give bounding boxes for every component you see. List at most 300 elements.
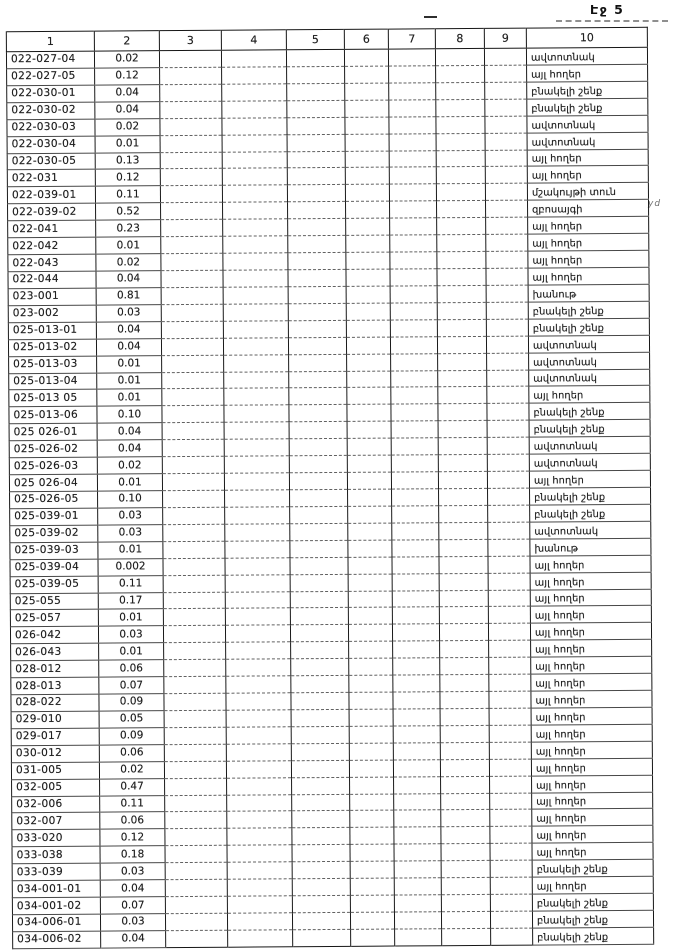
parcel-code: 029-017 — [11, 728, 99, 746]
empty-cell — [436, 99, 485, 116]
empty-cell — [439, 488, 488, 505]
empty-cell — [436, 133, 485, 150]
empty-cell — [392, 607, 439, 624]
empty-cell — [441, 844, 490, 861]
land-use-label: ավտոտնակ — [529, 352, 650, 370]
empty-cell — [436, 150, 485, 167]
empty-cell — [226, 659, 291, 676]
empty-cell — [390, 201, 437, 218]
land-use-label: այլ հողեր — [530, 555, 651, 573]
empty-cell — [440, 742, 489, 759]
empty-cell — [345, 184, 389, 201]
empty-cell — [436, 116, 485, 133]
parcel-code: 022-042 — [8, 237, 96, 255]
land-use-label: այլ հողեր — [528, 267, 649, 285]
area-value: 0.06 — [100, 812, 165, 829]
column-header-1: 1 — [6, 31, 94, 52]
empty-cell — [287, 151, 345, 168]
land-use-label: ավտոտնակ — [527, 132, 648, 150]
empty-cell — [389, 116, 436, 133]
empty-cell — [345, 134, 389, 151]
empty-cell — [287, 168, 345, 185]
empty-cell — [225, 541, 290, 558]
empty-cell — [290, 506, 348, 523]
empty-cell — [292, 845, 350, 862]
empty-cell — [487, 454, 529, 471]
empty-cell — [442, 928, 491, 945]
empty-cell — [160, 84, 222, 101]
empty-cell — [163, 575, 225, 592]
empty-cell — [291, 642, 349, 659]
column-header-9: 9 — [484, 28, 526, 48]
empty-cell — [290, 540, 348, 557]
empty-cell — [441, 894, 490, 911]
empty-cell — [227, 811, 292, 828]
area-value: 0.09 — [99, 728, 164, 745]
parcel-code: 028-012 — [11, 660, 99, 678]
area-value: 0.03 — [96, 304, 161, 321]
area-value: 0.01 — [96, 237, 161, 254]
scan-artifact-dash — [424, 16, 437, 18]
empty-cell — [349, 641, 393, 658]
empty-cell — [164, 659, 226, 676]
empty-cell — [224, 371, 289, 388]
empty-cell — [488, 607, 530, 624]
area-value: 0.07 — [99, 677, 164, 694]
empty-cell — [389, 133, 436, 150]
empty-cell — [224, 439, 289, 456]
empty-cell — [441, 810, 490, 827]
land-use-label: բնակելի շենք — [530, 504, 651, 522]
empty-cell — [487, 471, 529, 488]
parcel-code: 025-013-03 — [9, 356, 97, 374]
empty-cell — [163, 541, 225, 558]
empty-cell — [347, 455, 391, 472]
empty-cell — [288, 337, 346, 354]
empty-cell — [394, 878, 441, 895]
land-use-label: խանութ — [530, 538, 651, 556]
empty-cell — [437, 268, 486, 285]
area-value: 0.11 — [98, 575, 163, 592]
empty-cell — [486, 268, 528, 285]
empty-cell — [223, 202, 288, 219]
empty-cell — [164, 710, 226, 727]
empty-cell — [165, 846, 227, 863]
empty-cell — [394, 912, 441, 929]
empty-cell — [348, 540, 392, 557]
empty-cell — [437, 235, 486, 252]
empty-cell — [347, 404, 391, 421]
land-use-label: այլ հողեր — [532, 809, 653, 827]
empty-cell — [349, 760, 393, 777]
empty-cell — [160, 135, 222, 152]
area-value: 0.01 — [95, 135, 160, 152]
land-use-label: այլ հողեր — [529, 386, 650, 404]
empty-cell — [290, 625, 348, 642]
empty-cell — [438, 387, 487, 404]
empty-cell — [227, 794, 292, 811]
empty-cell — [222, 84, 287, 101]
empty-cell — [347, 388, 391, 405]
empty-cell — [485, 200, 527, 217]
parcel-code: 034-006-01 — [12, 914, 100, 932]
empty-cell — [345, 83, 389, 100]
area-value: 0.04 — [97, 440, 162, 457]
parcel-code: 025-039-02 — [10, 525, 98, 543]
empty-cell — [289, 388, 347, 405]
area-value: 0.01 — [99, 643, 164, 660]
parcel-code: 023-001 — [8, 288, 96, 306]
empty-cell — [394, 827, 441, 844]
empty-cell — [440, 641, 489, 658]
empty-cell — [348, 624, 392, 641]
empty-cell — [291, 709, 349, 726]
empty-cell — [288, 236, 346, 253]
empty-cell — [164, 744, 226, 761]
land-use-label: այլ հողեր — [529, 470, 650, 488]
empty-cell — [348, 607, 392, 624]
empty-cell — [440, 708, 489, 725]
land-use-label: բնակելի շենք — [529, 420, 650, 438]
land-use-label: բնակելի շենք — [528, 318, 649, 336]
empty-cell — [350, 861, 394, 878]
empty-cell — [292, 912, 350, 929]
empty-cell — [349, 675, 393, 692]
area-value: 0.04 — [95, 85, 160, 102]
empty-cell — [292, 879, 350, 896]
empty-cell — [487, 403, 529, 420]
empty-cell — [288, 219, 346, 236]
empty-cell — [351, 929, 395, 946]
empty-cell — [346, 286, 390, 303]
column-header-4: 4 — [221, 30, 286, 50]
empty-cell — [286, 49, 344, 66]
empty-cell — [350, 912, 394, 929]
empty-cell — [289, 371, 347, 388]
parcel-code: 025-039-03 — [10, 542, 98, 560]
empty-cell — [288, 320, 346, 337]
empty-cell — [291, 726, 349, 743]
empty-cell — [485, 116, 527, 133]
empty-cell — [292, 895, 350, 912]
empty-cell — [161, 270, 223, 287]
empty-cell — [222, 151, 287, 168]
empty-cell — [436, 82, 485, 99]
parcel-code: 025-057 — [10, 610, 98, 628]
empty-cell — [486, 234, 528, 251]
empty-cell — [441, 776, 490, 793]
empty-cell — [487, 353, 529, 370]
empty-cell — [350, 827, 394, 844]
area-value: 0.13 — [95, 152, 160, 169]
empty-cell — [350, 844, 394, 861]
empty-cell — [390, 218, 437, 235]
empty-cell — [485, 183, 527, 200]
empty-cell — [348, 574, 392, 591]
empty-cell — [159, 50, 221, 67]
parcel-code: 025-039-01 — [10, 508, 98, 526]
empty-cell — [486, 302, 528, 319]
parcel-code: 025-026-03 — [9, 457, 97, 475]
parcel-code: 025-039-04 — [10, 559, 98, 577]
empty-cell — [441, 827, 490, 844]
empty-cell — [345, 100, 389, 117]
area-value: 0.04 — [97, 423, 162, 440]
empty-cell — [349, 692, 393, 709]
empty-cell — [226, 693, 291, 710]
land-use-label: այլ հողեր — [532, 843, 653, 861]
parcel-code: 034-001-02 — [12, 897, 100, 915]
empty-cell — [162, 456, 224, 473]
area-value: 0.23 — [96, 220, 161, 237]
empty-cell — [350, 811, 394, 828]
column-header-2: 2 — [94, 31, 159, 51]
empty-cell — [489, 640, 531, 657]
parcel-code: 028-013 — [11, 677, 99, 695]
empty-cell — [345, 66, 389, 83]
empty-cell — [289, 456, 347, 473]
empty-cell — [288, 286, 346, 303]
empty-cell — [290, 523, 348, 540]
empty-cell — [347, 438, 391, 455]
empty-cell — [165, 795, 227, 812]
empty-cell — [227, 845, 292, 862]
area-value: 0.81 — [96, 288, 161, 305]
land-use-label: ավտոտնակ — [529, 436, 650, 454]
area-value: 0.02 — [96, 254, 161, 271]
empty-cell — [221, 50, 286, 67]
empty-cell — [161, 253, 223, 270]
empty-cell — [226, 642, 291, 659]
empty-cell — [350, 794, 394, 811]
area-value: 0.47 — [100, 778, 165, 795]
empty-cell — [346, 320, 390, 337]
empty-cell — [293, 929, 351, 946]
empty-cell — [489, 674, 531, 691]
area-value: 0.11 — [95, 186, 160, 203]
land-use-label: բնակելի շենք — [527, 98, 648, 116]
empty-cell — [227, 777, 292, 794]
empty-cell — [488, 488, 530, 505]
empty-cell — [485, 82, 527, 99]
empty-cell — [162, 372, 224, 389]
empty-cell — [438, 353, 487, 370]
empty-cell — [490, 827, 532, 844]
empty-cell — [345, 151, 389, 168]
empty-cell — [227, 862, 292, 879]
empty-cell — [391, 438, 438, 455]
empty-cell — [288, 202, 346, 219]
empty-cell — [488, 590, 530, 607]
land-use-label: խանութ — [528, 284, 649, 302]
parcel-code: 022-027-04 — [6, 51, 94, 69]
empty-cell — [488, 522, 530, 539]
empty-cell — [225, 557, 290, 574]
empty-cell — [436, 65, 485, 82]
empty-cell — [163, 592, 225, 609]
empty-cell — [348, 523, 392, 540]
table-row — [13, 927, 654, 948]
empty-cell — [223, 219, 288, 236]
area-value: 0.03 — [98, 626, 163, 643]
empty-cell — [486, 217, 528, 234]
empty-cell — [391, 421, 438, 438]
area-value: 0.12 — [100, 829, 165, 846]
land-use-label: այլ հողեր — [530, 623, 651, 641]
empty-cell — [389, 184, 436, 201]
land-use-label: բնակելի շենք — [532, 859, 653, 877]
empty-cell — [225, 507, 290, 524]
empty-cell — [287, 185, 345, 202]
empty-cell — [394, 776, 441, 793]
empty-cell — [437, 302, 486, 319]
area-value: 0.01 — [98, 541, 163, 558]
empty-cell — [162, 423, 224, 440]
empty-cell — [164, 693, 226, 710]
land-use-label: այլ հողեր — [527, 166, 648, 184]
land-use-label: այլ հողեր — [531, 758, 652, 776]
empty-cell — [394, 861, 441, 878]
empty-cell — [289, 405, 347, 422]
empty-cell — [225, 490, 290, 507]
empty-cell — [348, 489, 392, 506]
area-value: 0.04 — [96, 321, 161, 338]
parcel-code: 025-013-06 — [9, 406, 97, 424]
area-value: 0.11 — [100, 795, 165, 812]
parcel-code: 025 026-01 — [9, 423, 97, 441]
empty-cell — [389, 83, 436, 100]
empty-cell — [490, 843, 532, 860]
empty-cell — [161, 219, 223, 236]
empty-cell — [393, 675, 440, 692]
empty-cell — [226, 676, 291, 693]
land-use-label: այլ հողեր — [531, 741, 652, 759]
empty-cell — [389, 100, 436, 117]
empty-cell — [164, 642, 226, 659]
empty-cell — [391, 370, 438, 387]
empty-cell — [394, 793, 441, 810]
land-use-label: այլ հողեր — [532, 826, 653, 844]
empty-cell — [223, 304, 288, 321]
area-value: 0.18 — [100, 846, 165, 863]
land-use-label: այլ հողեր — [532, 775, 653, 793]
empty-cell — [438, 455, 487, 472]
empty-cell — [222, 67, 287, 84]
empty-cell — [290, 489, 348, 506]
empty-cell — [490, 911, 532, 928]
empty-cell — [393, 726, 440, 743]
empty-cell — [291, 743, 349, 760]
empty-cell — [347, 371, 391, 388]
empty-cell — [287, 66, 345, 83]
parcel-code: 032-005 — [12, 779, 100, 797]
area-value: 0.12 — [95, 169, 160, 186]
empty-cell — [291, 760, 349, 777]
area-value: 0.01 — [98, 609, 163, 626]
empty-cell — [488, 505, 530, 522]
area-value: 0.01 — [97, 389, 162, 406]
empty-cell — [223, 321, 288, 338]
empty-cell — [225, 591, 290, 608]
empty-cell — [394, 844, 441, 861]
empty-cell — [160, 101, 222, 118]
empty-cell — [222, 185, 287, 202]
empty-cell — [392, 573, 439, 590]
area-value: 0.01 — [97, 355, 162, 372]
land-use-label: այլ հողեր — [530, 606, 651, 624]
parcel-code: 025-013 05 — [9, 390, 97, 408]
area-value: 0.02 — [97, 457, 162, 474]
empty-cell — [437, 336, 486, 353]
empty-cell — [347, 472, 391, 489]
land-use-label: այլ հողեր — [530, 589, 651, 607]
land-use-label: այլ հողեր — [531, 656, 652, 674]
empty-cell — [224, 354, 289, 371]
empty-cell — [292, 828, 350, 845]
parcel-code: 025-026-02 — [9, 440, 97, 458]
parcel-code: 022-030-05 — [7, 153, 95, 171]
table-body — [6, 47, 653, 948]
parcel-code: 025-013-04 — [9, 373, 97, 391]
area-value: 0.03 — [98, 508, 163, 525]
parcel-code: 022-041 — [8, 220, 96, 238]
empty-cell — [491, 928, 533, 945]
empty-cell — [389, 66, 436, 83]
empty-cell — [439, 607, 488, 624]
land-use-label: այլ հողեր — [531, 690, 652, 708]
empty-cell — [485, 65, 527, 82]
parcel-code: 022-044 — [8, 271, 96, 289]
empty-cell — [485, 133, 527, 150]
empty-cell — [161, 236, 223, 253]
empty-cell — [439, 522, 488, 539]
parcel-code: 028-022 — [11, 694, 99, 712]
empty-cell — [489, 725, 531, 742]
empty-cell — [224, 456, 289, 473]
area-value: 0.04 — [101, 931, 166, 948]
empty-cell — [165, 829, 227, 846]
empty-cell — [165, 812, 227, 829]
parcel-code: 025-013-01 — [8, 322, 96, 340]
empty-cell — [486, 336, 528, 353]
empty-cell — [346, 235, 390, 252]
column-header-5: 5 — [286, 29, 344, 49]
parcel-code: 022-030-01 — [7, 85, 95, 103]
empty-cell — [441, 878, 490, 895]
empty-cell — [439, 624, 488, 641]
land-use-label: այլ հողեր — [527, 64, 648, 82]
land-use-label: բնակելի շենք — [528, 301, 649, 319]
area-value: 0.06 — [99, 744, 164, 761]
parcel-code: 033-038 — [12, 846, 100, 864]
land-use-label: այլ հողեր — [531, 673, 652, 691]
empty-cell — [160, 152, 222, 169]
empty-cell — [164, 761, 226, 778]
empty-cell — [487, 437, 529, 454]
empty-cell — [391, 353, 438, 370]
empty-cell — [225, 608, 290, 625]
empty-cell — [391, 387, 438, 404]
empty-cell — [162, 355, 224, 372]
parcel-code: 034-001-01 — [12, 880, 100, 898]
area-value: 0.04 — [100, 880, 165, 897]
empty-cell — [166, 930, 228, 947]
empty-cell — [438, 421, 487, 438]
empty-cell — [292, 794, 350, 811]
empty-cell — [165, 862, 227, 879]
empty-cell — [344, 49, 388, 66]
empty-cell — [163, 490, 225, 507]
